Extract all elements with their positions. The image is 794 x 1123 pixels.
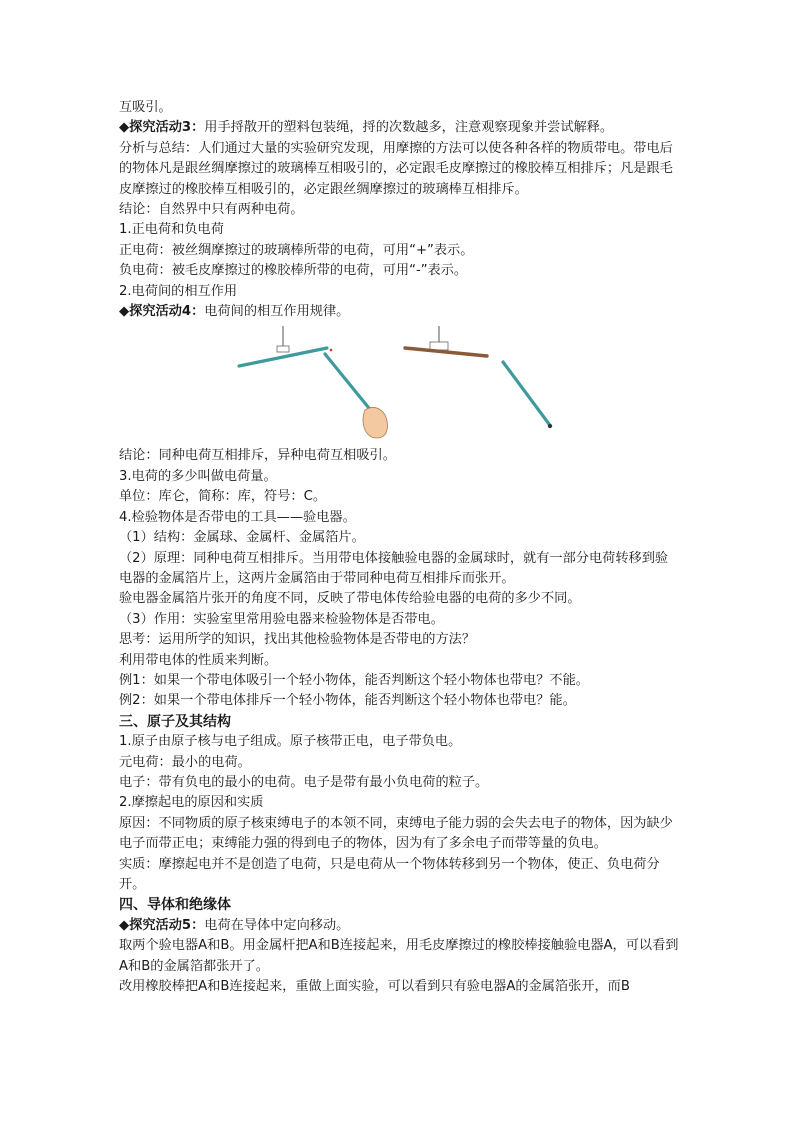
text-line: 负电荷：被毛皮摩擦过的橡胶棒所带的电荷，可用“-”表示。 (119, 263, 468, 279)
text-line: 思考：运用所学的知识，找出其他检验物体是否带电的方法？ (119, 632, 476, 648)
text-line: 2.电荷间的相互作用 (119, 283, 238, 299)
activity-label: ◆探究活动3： (119, 120, 205, 136)
text-line: 结论：自然界中只有两种电荷。 (119, 202, 304, 218)
text-line: 3.电荷的多少叫做电荷量。 (119, 468, 277, 484)
rubber-glass-illustration (403, 326, 563, 440)
text-line: 元电荷：最小的电荷。 (119, 754, 251, 770)
hand-glass-rod-right (503, 362, 549, 424)
text-line: （3）作用：实验室里常用验电器来检验物体是否带电。 (119, 611, 444, 627)
activity-text: 电荷在导体中定向移动。 (204, 917, 350, 933)
document-body (119, 98, 679, 997)
activity-text: 用手捋散开的塑料包装绳，捋的次数越多，注意观察现象并尝试解释。 (204, 120, 614, 136)
text-line: 分析与总结：人们通过大量的实验研究发现，用摩擦的方法可以使各种各样的物质带电。带电后的物体凡是跟丝绸摩擦过的玻璃棒互相吸引的，必定跟毛皮摩擦过的橡胶棒互相排斥；凡是跟毛皮摩擦过的橡胶棒互相吸引的，必定跟丝绸摩擦过的玻璃棒互相排斥。 (119, 140, 673, 197)
rod-tip-right (548, 424, 552, 428)
text-line: 改用橡胶棒把A和B连接起来，重做上面实验，可以看到只有验电器A的金属箔张开，而B (119, 979, 630, 995)
text-line: 正电荷：被丝绸摩擦过的玻璃棒所带的电荷，可用“+”表示。 (119, 242, 474, 258)
text-line: 电子：带有负电的最小的电荷。电子是带有最小负电荷的粒子。 (119, 774, 489, 790)
section-before-figure (119, 98, 679, 322)
hand-left (363, 408, 388, 439)
text-line: 取两个验电器A和B。用金属杆把A和B连接起来，用毛皮摩擦过的橡胶棒接触验电器A，可以看到A和B的金属箔都张开了。 (119, 938, 679, 974)
activity-line (119, 118, 679, 138)
text-line: 互吸引。 (119, 100, 172, 115)
section-heading: 三、原子及其结构 (119, 713, 231, 730)
text-line: （2）原理：同种电荷互相排斥。当用带电体接触验电器的金属球时，就有一部分电荷转移到验电器的金属箔片上，这两片金属箔由于带同种电荷互相排斥而张开。 (119, 550, 669, 586)
text-line: 原因：不同物质的原子核束缚电子的本领不同，束缚电子能力弱的会失去电子的物体，因为缺少电子而带正电；束缚能力强的得到电子的物体，因为有了多余电子而带等量的负电。 (119, 815, 673, 852)
text-line: 实质：摩擦起电并不是创造了电荷，只是电荷从一个物体转移到另一个物体，使正、负电荷分开。 (119, 856, 660, 892)
text-line: 例2：如果一个带电体排斥一个轻小物体，能否判断这个轻小物体也带电？能。 (119, 693, 576, 709)
activity-label: ◆探究活动5： (119, 917, 205, 933)
section-heading: 四、导体和绝缘体 (119, 897, 231, 914)
text-line: 结论：同种电荷互相排斥，异种电荷互相吸引。 (119, 448, 396, 464)
holder-right (430, 342, 448, 350)
text-line: 单位：库仑，简称：库，符号：C。 (119, 489, 327, 505)
experiment-figure (119, 326, 679, 440)
section-after-figure (119, 446, 679, 997)
activity-line (119, 916, 679, 936)
activity-label: ◆探究活动4： (119, 304, 205, 320)
activity-text: 电荷间的相互作用规律。 (204, 304, 350, 320)
text-line: 利用带电体的性质来判断。 (119, 652, 278, 668)
holder-left (277, 346, 289, 352)
text-line: 2.摩擦起电的原因和实质 (119, 795, 264, 811)
text-line: 1.原子由原子核与电子组成。原子核带正电，电子带负电。 (119, 734, 462, 750)
activity-line (119, 302, 679, 322)
text-line: 例1：如果一个带电体吸引一个轻小物体，能否判断这个轻小物体也带电？不能。 (119, 672, 589, 688)
text-line: 1.正电荷和负电荷 (119, 222, 224, 238)
text-line: 验电器金属箔片张开的角度不同，反映了带电体传给验电器的电荷的多少不同。 (119, 591, 581, 607)
text-line: （1）结构：金属球、金属杆、金属箔片。 (119, 530, 365, 546)
charge-dot-left (330, 349, 333, 352)
text-line: 4.检验物体是否带电的工具——验电器。 (119, 509, 356, 525)
